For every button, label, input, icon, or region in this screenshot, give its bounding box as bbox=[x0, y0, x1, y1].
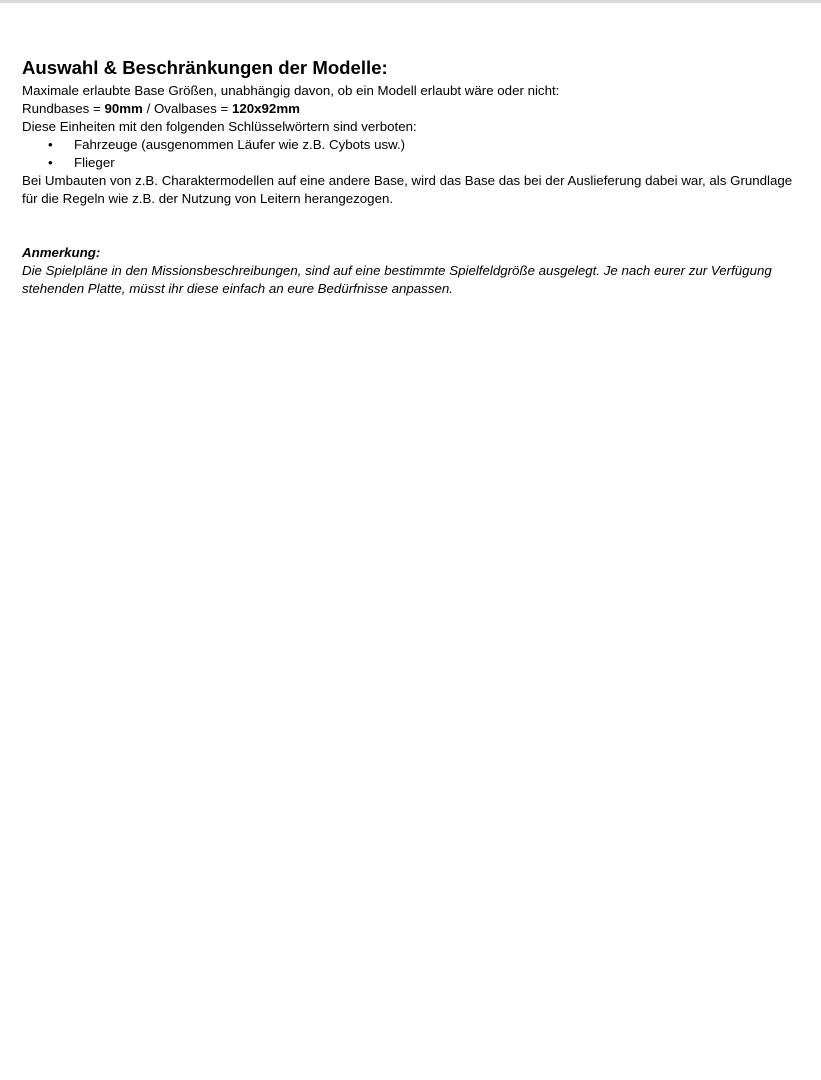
round-base-label: Rundbases = bbox=[22, 101, 105, 116]
page-top-border bbox=[0, 0, 821, 3]
forbidden-list bbox=[22, 136, 802, 172]
round-base-value: 90mm bbox=[104, 101, 143, 116]
list-item-text: Fahrzeuge (ausgenommen Läufer wie z.B. Cybots usw.) bbox=[74, 137, 406, 152]
paragraph-spacer bbox=[22, 208, 802, 244]
conversion-rule-paragraph: Bei Umbauten von z.B. Charaktermodellen auf eine andere Base, wird das Base das bei der Auslieferung dabei war, als Grundlage für die Regeln wie z.B. der Nutzung von Leitern herangezogen. bbox=[22, 173, 793, 206]
note-text: Die Spielpläne in den Missionsbeschreibungen, sind auf eine bestimmte Spielfeldgröße ausgelegt. Je nach eurer zur Verfügung stehenden Platte, müsst ihr diese einfach an eure Bedürfnisse anpassen. bbox=[22, 263, 772, 296]
list-item-text: Flieger bbox=[74, 155, 115, 170]
document-page bbox=[22, 56, 802, 298]
forbidden-intro: Diese Einheiten mit den folgenden Schlüsselwörtern sind verboten: bbox=[22, 119, 417, 134]
base-separator: / bbox=[142, 101, 154, 116]
list-item bbox=[48, 136, 802, 154]
section-heading: Auswahl & Beschränkungen der Modelle: bbox=[22, 57, 388, 78]
base-size-line bbox=[22, 100, 802, 118]
bullet-icon: • bbox=[48, 137, 53, 152]
oval-base-value: 120x92mm bbox=[231, 101, 300, 116]
list-item bbox=[48, 154, 802, 172]
note-heading: Anmerkung: bbox=[22, 245, 101, 260]
oval-base-label: Ovalbases = bbox=[153, 101, 232, 116]
bullet-icon: • bbox=[48, 155, 53, 170]
base-size-intro: Maximale erlaubte Base Größen, unabhängig davon, ob ein Modell erlaubt wäre oder nicht: bbox=[22, 83, 560, 98]
